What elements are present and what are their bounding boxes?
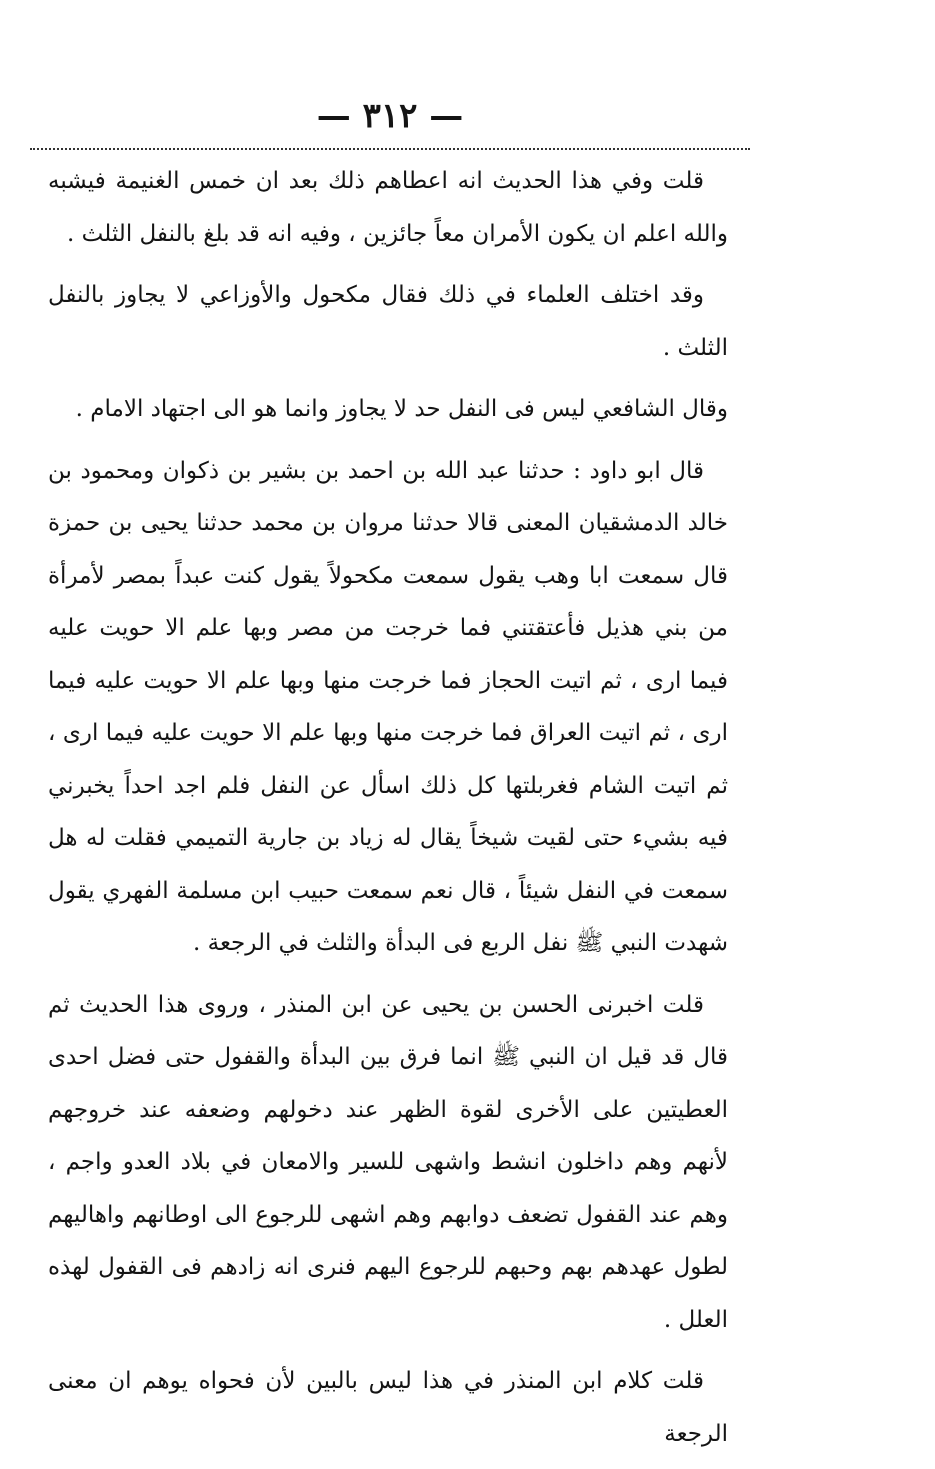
paragraph-6: قلت كلام ابن المنذر في هذا ليس بالبين لأن فحواه يوهم ان معنى الرجعة [48,1368,728,1447]
paragraph-3: وقال الشافعي ليس فى النفل حد لا يجاوز وانما هو الى اجتهاد الامام . [75,396,728,422]
header-rule [30,148,750,150]
paragraph-5: قلت اخبرنى الحسن بن يحيى عن ابن المنذر ، وروى هذا الحديث ثم قال قد قيل ان النبي ﷺ انما فرق بين البدأة والقفول حتى فضل احدى العطيتين على الأخرى لقوة الظهر عند دخولهم وضعفه عند خروجهم لأنهم وهم داخلون انشط واشهى للسير والامعان في بلاد العدو واجم ، وهم عند القفول تضعف دوابهم وهم اشهى للرجوع الى اوطانهم واهاليهم لطول عهدهم بهم وحبهم للرجوع اليهم فنرى انه زادهم فى القفول لهذه العلل . [48,991,728,1333]
text-body [48,155,728,1469]
page-number: — ٣١٢ — [316,96,464,136]
paragraph-2: وقد اختلف العلماء في ذلك فقال مكحول والأوزاعي لا يجاوز بالنفل الثلث . [48,282,728,361]
paragraph-4: قال ابو داود : حدثنا عبد الله بن احمد بن بشير بن ذكوان ومحمود بن خالد الدمشقيان المعنى قالا حدثنا مروان بن محمد حدثنا يحيى بن حمزة قال سمعت ابا وهب يقول سمعت مكحولاً يقول كنت عبداً بمصر لأمرأة من بني هذيل فأعتقتني فما خرجت من مصر وبها علم الا حويت عليه فيما ارى ، ثم اتيت الحجاز فما خرجت منها وبها علم الا حويت عليه فيما ارى ، ثم اتيت العراق فما خرجت منها وبها علم الا حويت عليه فيما ارى ، ثم اتيت الشام فغربلتها كل ذلك اسأل عن النفل فلم اجد احداً يخبرني فيه بشيء حتى لقيت شيخاً يقال له زياد بن جارية التميمي فقلت له هل سمعت في النفل شيئاً ، قال نعم سمعت حبيب ابن مسلمة الفهري يقول شهدت النبي ﷺ نفل الربع فى البدأة والثلث في الرجعة . [48,457,728,956]
paragraph-1: قلت وفي هذا الحديث انه اعطاهم ذلك بعد ان خمس الغنيمة فيشبه والله اعلم ان يكون الأمران معاً جائزين ، وفيه انه قد بلغ بالنفل الثلث . [48,168,728,247]
